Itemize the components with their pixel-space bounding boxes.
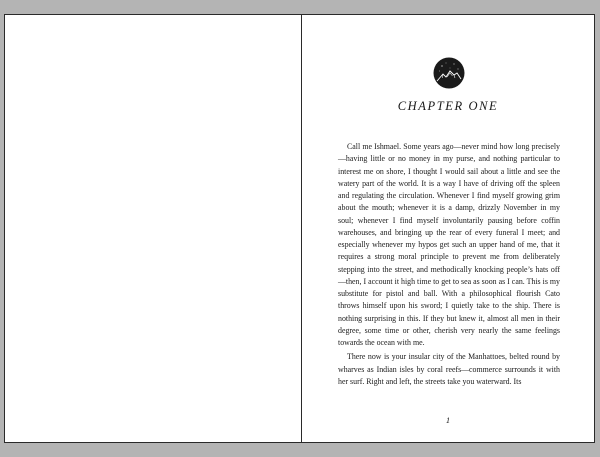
page-number: 1	[445, 415, 451, 425]
night-mountain-emblem-icon	[433, 57, 465, 89]
paragraph-2: There now is your insular city of the Manhattoes, belted round by wharves as Indian isles by coral reefs—commerce surrounds it with her surf. Right and left, the streets take you waterward. Its	[338, 352, 560, 386]
book-spread	[4, 14, 595, 443]
left-page-blank	[5, 15, 301, 442]
chapter-body	[338, 141, 560, 388]
chapter-title: CHAPTER ONE	[397, 99, 499, 113]
right-page	[302, 15, 594, 442]
paragraph-1: Call me Ishmael. Some years ago—never mind how long precisely—having little or no money in my purse, and nothing particular to interest me on shore, I thought I would sail about a little and see the watery part of the world. It is a way I have of driving off the spleen and regulating the circulation. Whenever I find myself growing grim about the mouth; whenever it is a damp, drizzly November in my soul; whenever I find myself involuntarily pausing before coffin warehouses, and bringing up the rear of every funeral I meet; and especially whenever my hypos get such an upper hand of me, that it requires a strong moral principle to prevent me from deliberately stepping into the street, and methodically knocking people’s hats off—then, I account it high time to get to sea as soon as I can. This is my substitute for pistol and ball. With a philosophical flourish Cato throws himself upon his sword; I quietly take to the ship. There is nothing surprising in this. If they but knew it, almost all men in their degree, some time or other, cherish very nearly the same feelings towards the ocean with me.	[338, 142, 560, 347]
